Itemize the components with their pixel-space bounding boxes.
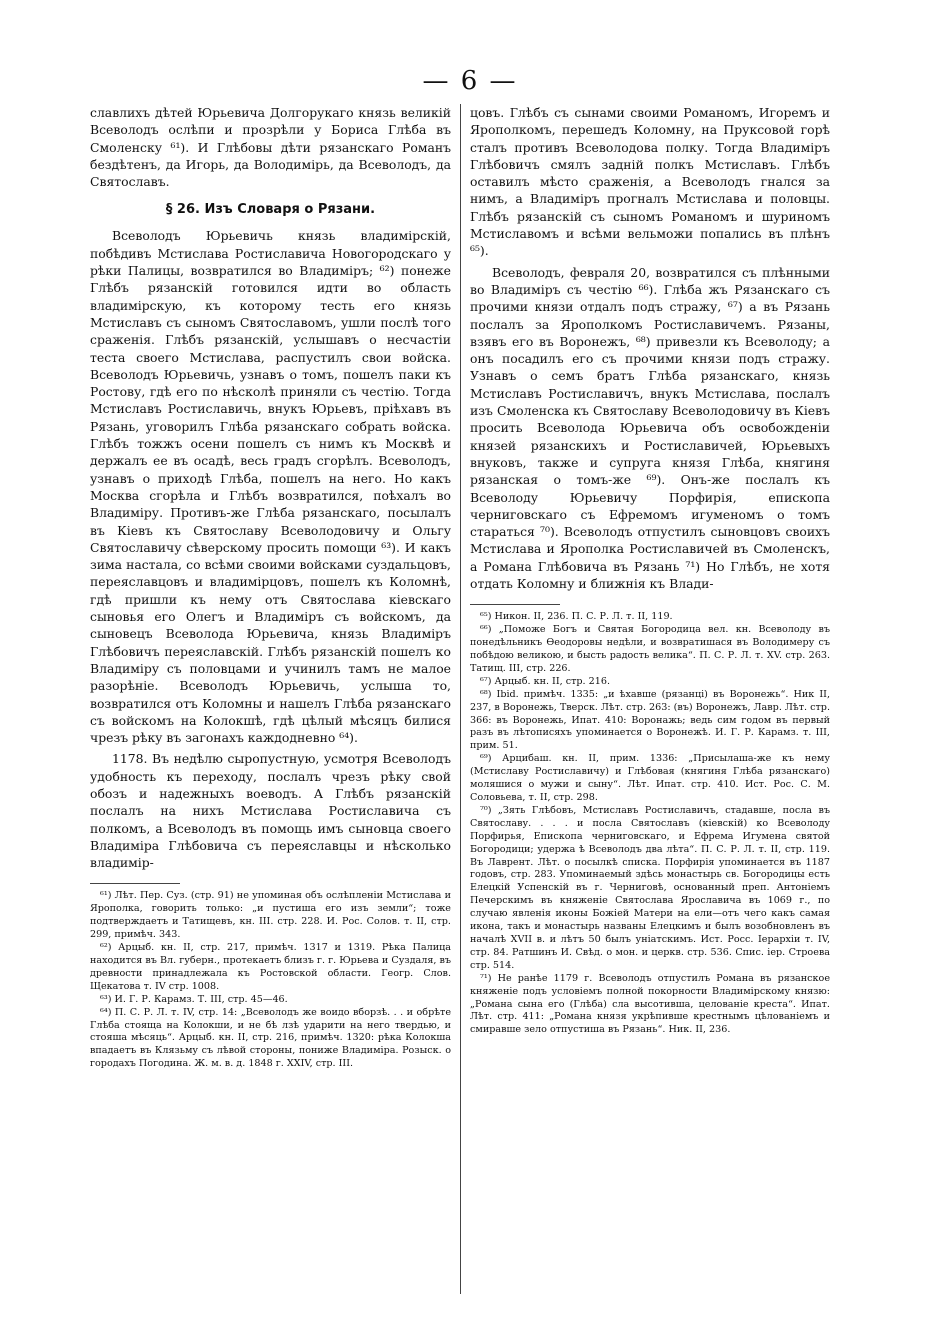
footnote: ⁶³) И. Г. Р. Карамз. Т. III, стр. 45—46. [100, 993, 288, 1005]
footnote: ⁶⁴) П. С. Р. Л. т. IV, стр. 14: „Всеволодъ же воидо вборзѣ. . . и обрѣте Глѣба стояща на Колокши, и не бѣ лзѣ ударити на него твердью, и стояша мѣсяць“. Арцыб. кн. II, стр. 216, примѣч. 1320: рѣка Колокша впадаетъ въ Клязьму съ лѣвой стороны, пониже Владиміра. Розыск. о городахъ Погодина. Ж. м. в. д. 1848 г. XXIV, стр. III. [90, 1006, 451, 1070]
footnote: ⁶⁸) Ibid. примѣч. 1335: „и ѣхавше (рязанці) въ Воронежь“. Ник II, 237, в Воронежь, Тверск. Лѣт. стр. 263: (въ) Воронежъ, Лавр. Лѣт. стр. 366: въ Воронежь, Ипат. 410: Воронажь; ведь сим годом въ первый разъ въ лѣтописяхъ упоминается о Воронежѣ. И. Г. Р. Карамз. т. III, прим. 51. [470, 688, 830, 752]
paragraph: 1178. Въ недѣлю сыропустную, усмотря Всеволодъ удобность къ переходу, послалъ чрезъ рѣку свой обозъ и надежныхъ воеводъ. А Глѣбъ рязанскій послалъ на нихъ Мстислава Ростиславича съ полкомъ, а Всеволодъ въ помощь имъ сыновца своего Владиміра Глѣбовича съ переяславцы и нѣсколько владимір- [90, 751, 451, 871]
section-heading: § 26. Изъ Словаря о Рязани. [165, 202, 376, 218]
left-column [90, 104, 451, 1071]
footnote: ⁷¹) Не ранѣе 1179 г. Всеволодъ отпустилъ Романа въ рязанское княженіе подъ условіемъ полной покорности Владимірскому князю: „Романа сына его (Глѣба) сла высотивша, целованіе креста“. Ипат. Лѣт. стр. 411: „Романа князя укрѣпивше крестнымъ цѣлованіемъ и смиравше зело отпустиша въ Рязань“. Ник. II, 236. [470, 972, 830, 1036]
footnote-rule [470, 604, 560, 605]
paragraph-continuation: цовъ. Глѣбъ съ сынами своими Романомъ, Игоремъ и Ярополкомъ, перешедъ Коломну, на Пруксовой горѣ сталъ противъ Всеволодова полку. Тогда Владиміръ Глѣбовичъ смялъ задній полкъ Мстиславъ. Глѣбъ оставилъ мѣсто сраженія, а Всеволодъ гнался за нимъ, а Владиміръ прогналъ Мстислава и половцы. Глѣбъ рязанскій съ сыномъ Романомъ и шуриномъ Мстиславомъ и всѣми вельможи попались въ плѣнъ ⁶⁵). [470, 105, 830, 259]
footnote: ⁶¹) Лѣт. Пер. Суз. (стр. 91) не упоминая объ ослѣпленіи Мстислава и Ярополка, говорить только: „и пустиша его изъ земли“; тоже подтверждаетъ и Татищевъ, кн. III. стр. 228. И. Рос. Солов. т. II, стр. 299, примѣч. 343. [90, 890, 451, 941]
footnote-rule [90, 883, 180, 884]
paragraph: Всеволодъ Юрьевичь князь владимірскій, побѣдивъ Мстислава Ростиславича Новогородскаго у рѣки Палицы, возвратился во Владиміръ; ⁶²) понеже Глѣбъ рязанскій готовился идти во область владимірскую, къ которому тесть его князь Мстиславъ съ сыномъ Святославомъ, ушли послѣ того сраженія. Глѣбъ рязанскій, услышавъ о несчастіи теста своего Мстислава, распустилъ свои войска. Всеволодъ Юрьевичь, узнавъ о томъ, пошелъ паки къ Ростову, гдѣ его по нѣсколѣ приняли съ честію. Тогда Мстиславъ Ростиславичь, внукъ Юрьевъ, пріѣхавъ въ Рязань, уговорилъ Глѣба рязанскаго собрать войска. Глѣбъ тожжъ осени пошелъ съ нимъ къ Москвѣ и держалъ ее въ осадѣ, весь градъ сгорѣлъ. Всеволодъ, узнавъ о приходѣ Глѣба, пошелъ на него. Но какъ Москва сгорѣла и Глѣбъ возвратился, поѣхалъ во Владиміру. Противъ-же Глѣба рязанскаго, посылалъ въ Кіевъ къ Святославу Всеволодовичу и Ольгу Святославичу сѣверскому просить помощи ⁶³). И какъ зима настала, со всѣми своими войсками суздальцовъ, переяславцовъ и владимірцовъ, пошелъ къ Коломнѣ, гдѣ пришли къ нему отъ Святослава кіевскаго сыновья его Олегъ и Владиміръ съ войскомъ, да сыновецъ Всеволода Юрьевича, князь Владиміръ Глѣбовичъ переяславскій. Глѣбъ рязанскій пошелъ ко Владиміру съ половцами и учинилъ тамъ не малое разорѣніе. Всеволодъ Юрьевичь, услыша то, возвратился отъ Коломны и нашелъ Глѣба рязанскаго съ войскомъ на Колокшѣ, гдѣ цѣлый мѣсяцъ билися чрезъ рѣку въ загонахъ каждодневно ⁶⁴). [90, 228, 451, 746]
footnote: ⁶⁵) Никон. II, 236. П. С. Р. Л. т. II, 119. [480, 611, 673, 623]
footnote: ⁶⁶) „Поможе Богъ и Святая Богородица вел. кн. Всеволоду въ понедѣльникъ Ѳеодоровы недѣли, и возвратишася въ Володимеру съ побѣдою великою, и бысть радость велика“. П. С. Р. Л. т. XV. стр. 263. Татищ. III, стр. 226. [470, 624, 830, 674]
footnote: ⁶⁷) Арцыб. кн. II, стр. 216. [480, 675, 611, 687]
paragraph-continuation: славлихъ дѣтей Юрьевича Долгорукаго князь великій Всеволодъ ослѣпи и прозрѣли у Бориса Глѣба въ Смоленску ⁶¹). И Глѣбовы дѣти рязанскаго Романъ бездѣтенъ, да Игорь, да Володимірь, да Всеволодъ, да Святославъ. [90, 105, 451, 190]
paragraph: Всеволодъ, февраля 20, возвратился съ плѣнными во Владиміръ съ честію ⁶⁶). Глѣба жъ Рязанскаго съ прочими князи отдалъ подъ стражу, ⁶⁷) а въ Рязань послалъ за Ярополкомъ Ростиславичемъ. Рязаны, взявъ его въ Воронежъ, ⁶⁸) привезли къ Всеволоду; а онъ посадилъ его съ прочими князи подъ стражу. Узнавъ о семъ братъ Глѣба рязанскаго, князь Мстиславъ Ростиславичъ, внукъ Мстислава, послалъ изъ Смоленска къ Святославу Всеволодовичу въ Кіевъ просить Всеволода Юрьевича объ освобожденіи князей рязанскихъ и Ростиславичей, Юрьевыхъ внуковъ, также и супруга князя Глѣба, княгиня рязанская о томъ-же ⁶⁹). Онъ-же послалъ къ Всеволоду Юрьевичу Порфирія, епископа черниговскаго съ Ефремомъ игуменомъ о томъ стараться ⁷⁰). Всеволодъ отпустилъ сыновцовъ своихъ Мстислава и Ярополка Ростиславичей въ Смоленскъ, а Романа Глѣбовича въ Рязань ⁷¹) Но Глѣбъ, не хотя отдать Коломну и ближнія къ Влади- [470, 264, 830, 592]
right-column [470, 104, 830, 1037]
footnote: ⁶⁹) Арцибаш. кн. II, прим. 1336: „Присылаша-же къ нему (Мстиславу Ростиславичу) и Глѣбовая (княгиня Глѣба рязанскаго) моляшися о мужи и сыну“. Лѣт. Ипат. стр. 410. Ист. Рос. С. М. Соловьева, т. II, стр. 298. [470, 753, 830, 803]
page-number: — 6 — [422, 66, 518, 96]
footnote: ⁷⁰) „Зять Глѣбовъ, Мстиславъ Ростиславичъ, стадавше, посла въ Святославу. . . . и посла Святославъ (кіевскій) ко Всеволоду Порфирья, Епископа черниговскаго, и Ефрема Игумена святой Богородици; удержа ѣ Всеволодъ два лѣта“. П. С. Р. Л. т. II, стр. 119. Въ Лаврент. Лѣт. о посылкѣ списка. Порфирія упоминается въ 1187 годовъ, стр. 283. Упоминаемый здѣсь монастырь св. Богородицы есть Елецкій Успенскій въ г. Черниговѣ, основанный преп. Антоніемъ Печерскимъ въ княженіе Святослава Ярославича въ 1069 г., по случаю явленія иконы Божіей Матери на ели—отъ чего какъ самая икона, такъ и монастырь названы Елецкимъ и былъ возобновленъ въ началѣ XVII в. и лѣтъ 50 былъ уніатскимъ. Ист. Росс. Іерархіи т. IV, стр. 84. Ратшинъ И. Свѣд. о мон. и церкв. стр. 536. Спис. іер. Строева стр. 514. [470, 804, 830, 971]
column-divider [460, 104, 461, 1294]
footnote: ⁶²) Арцыб. кн. II, стр. 217, примѣч. 1317 и 1319. Рѣка Палица находится въ Вл. губерн., протекаетъ близъ г. г. Юрьева и Суздаля, въ древности принадлежала къ Ростовской области. Геогр. Слов. Щекатова т. IV стр. 1008. [90, 942, 451, 992]
